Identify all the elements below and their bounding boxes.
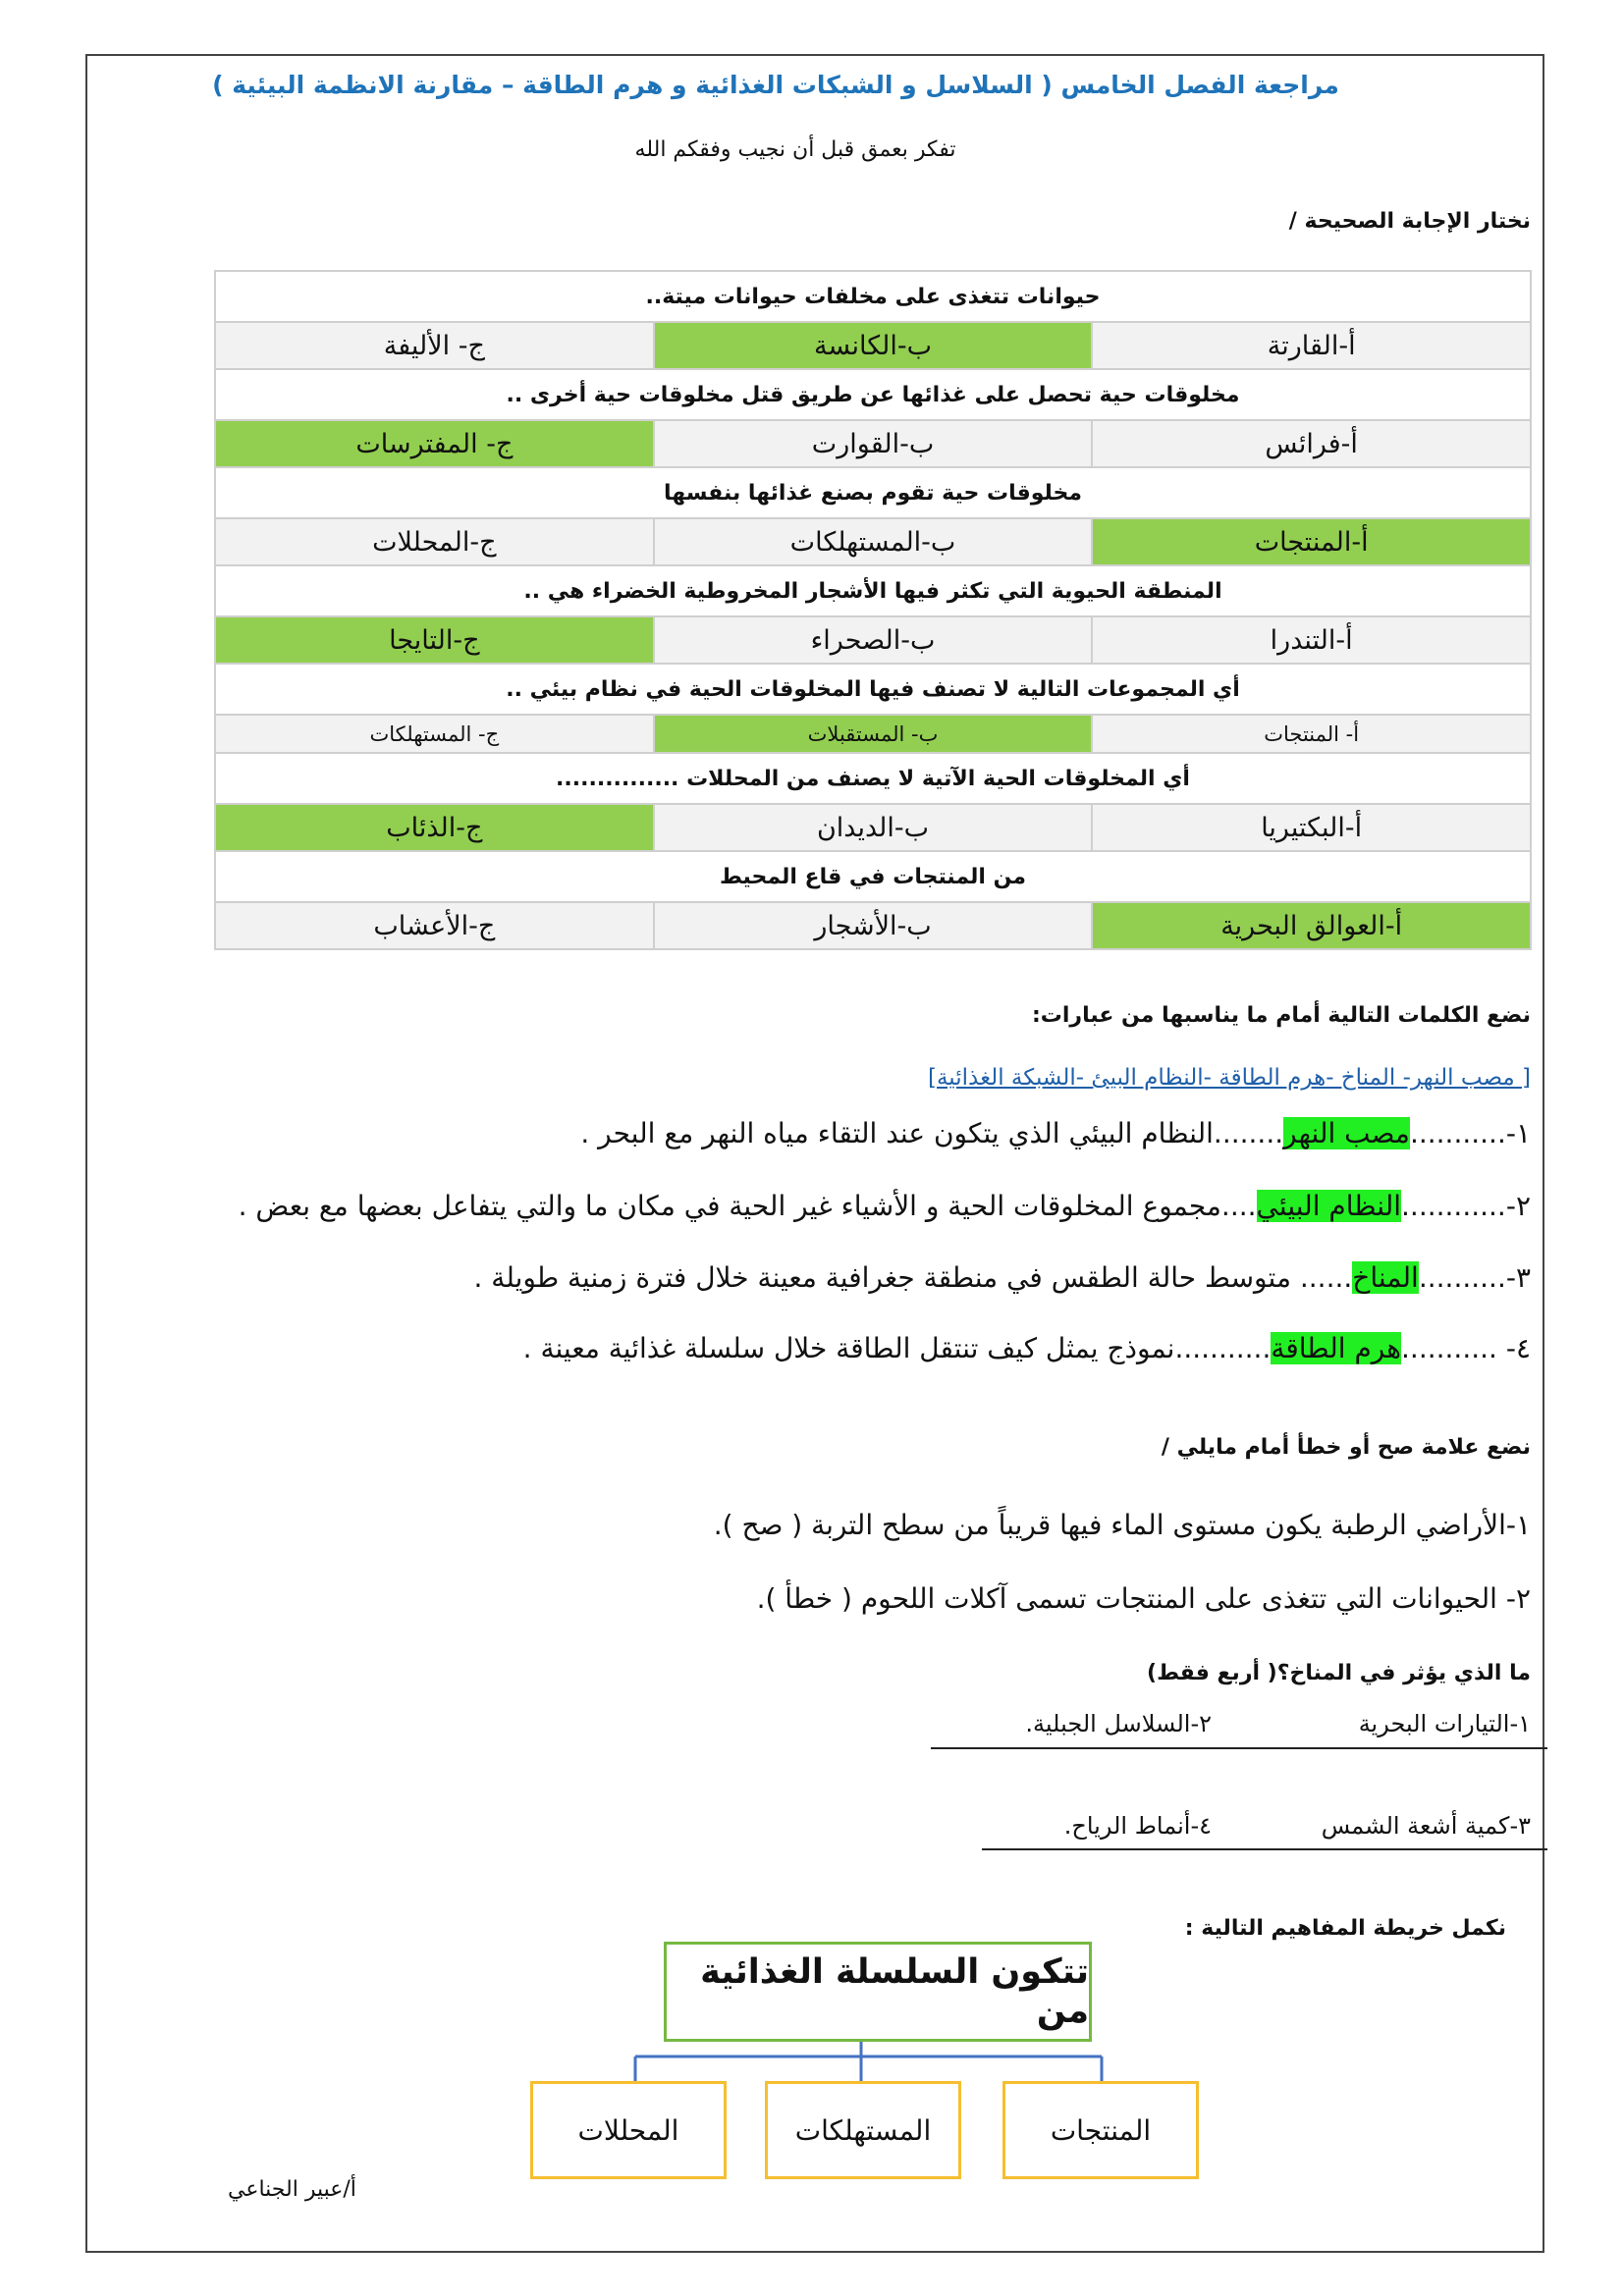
word-bank: [ مصب النهر- المناخ -هرم الطاقة -النظام البيئ -الشبكة الغذائية] (928, 1065, 1531, 1091)
section-conceptmap-heading: نكمل خريطة المفاهيم التالية : (1184, 1916, 1506, 1941)
option-b[interactable]: ب-الديدان (654, 804, 1093, 851)
option-c[interactable]: ج- المستهلكات (215, 715, 654, 753)
section-climate-heading: ما الذي يؤثر في المناخ؟( أربع فقط) (1147, 1661, 1531, 1685)
question-text: من المنتجات في قاع المحيط (215, 851, 1531, 902)
option-b[interactable]: ب-المستهلكات (654, 518, 1093, 565)
author-signature: أ/عبير الجناعي (228, 2177, 356, 2202)
option-a[interactable]: أ- المنتجات (1092, 715, 1531, 753)
section-matching-heading: نضع الكلمات التالية أمام ما يناسبها من عبارات: (1031, 1003, 1531, 1028)
climate-item-3: ٣-كمية أشعة الشمس (1321, 1812, 1531, 1840)
option-a[interactable]: أ-فرائس (1092, 420, 1531, 467)
option-c-correct[interactable]: ج-التايجا (215, 616, 654, 664)
page-subtitle: تفكر بعمق قبل أن نجيب وفقكم الله (634, 137, 956, 162)
option-b[interactable]: ب-الأشجار (654, 902, 1093, 949)
climate-item-2: ٢-السلاسل الجبلية. (1025, 1710, 1212, 1737)
question-text: حيوانات تتغذى على مخلفات حيوانات ميتة.. (215, 271, 1531, 322)
truefalse-item-1: ١-الأراضي الرطبة يكون مستوى الماء فيها قريباً من سطح التربة ( صح ). (713, 1509, 1531, 1541)
matching-number: ٣-.......... (1418, 1261, 1531, 1294)
concept-node-consumers (765, 2081, 961, 2179)
matching-number: ١-........... (1409, 1117, 1531, 1149)
option-c-correct[interactable]: ج- المفترسات (215, 420, 654, 467)
concept-root-label: تتكون السلسلة الغذائية من (700, 1952, 1089, 2031)
question-text: مخلوقات حية تحصل على غذائها عن طريق قتل مخلوقات حية أخرى .. (215, 369, 1531, 420)
concept-node-decomposers (530, 2081, 727, 2179)
truefalse-item-2: ٢- الحيوانات التي تتغذى على المنتجات تسمى آكلات اللحوم ( خطأ ). (756, 1582, 1531, 1615)
option-b-correct[interactable]: ب-الكانسة (654, 322, 1093, 369)
option-a[interactable]: أ-التندرا (1092, 616, 1531, 664)
matching-answer: المناخ (1352, 1261, 1419, 1294)
option-a-correct[interactable]: أ-المنتجات (1092, 518, 1531, 565)
option-b[interactable]: ب-القوارت (654, 420, 1093, 467)
matching-statement: ...........نموذج يمثل كيف تنتقل الطاقة خلال سلسلة غذائية معينة . (522, 1332, 1272, 1364)
matching-number: ٤- ........... (1401, 1332, 1531, 1364)
concept-node-label: المحللات (577, 2113, 679, 2147)
section-truefalse-heading: نضع علامة صح أو خطأ أمام مايلي / (1161, 1435, 1531, 1460)
concept-node-label: المستهلكات (794, 2113, 932, 2147)
climate-item-1: ١-التيارات البحرية (1358, 1710, 1531, 1737)
section-mcq-heading: نختار الإجابة الصحيحة / (1288, 209, 1531, 234)
matching-answer: هرم الطاقة (1271, 1332, 1402, 1364)
option-c[interactable]: ج- الأليفة (215, 322, 654, 369)
option-a[interactable]: أ-البكتيريا (1092, 804, 1531, 851)
concept-node-label: المنتجات (1050, 2113, 1152, 2147)
concept-node-producers (1002, 2081, 1199, 2179)
page-title: مراجعة الفصل الخامس ( السلاسل و الشبكات الغذائية و هرم الطاقة – مقارنة الانظمة البيئية ) (212, 71, 1339, 99)
question-text: مخلوقات حية تقوم بصنع غذائها بنفسها (215, 467, 1531, 518)
matching-number: ٢-............ (1401, 1190, 1531, 1222)
option-c[interactable]: ج-المحللات (215, 518, 654, 565)
option-c[interactable]: ج-الأعشاب (215, 902, 654, 949)
climate-item-4: ٤-أنماط الرياح. (1063, 1812, 1212, 1840)
matching-statement: ....مجموع المخلوقات الحية و الأشياء غير الحية في مكان ما والتي يتفاعل بعضها مع بعض . (238, 1190, 1257, 1222)
option-b[interactable]: ب-الصحراء (654, 616, 1093, 664)
option-a-correct[interactable]: أ-العوالق البحرية (1092, 902, 1531, 949)
option-a[interactable]: أ-القارتة (1092, 322, 1531, 369)
matching-statement: ........النظام البيئي الذي يتكون عند التقاء مياه النهر مع البحر . (580, 1117, 1284, 1149)
question-text: أي المخلوقات الحية الآتية لا يصنف من المحللات ............... (215, 753, 1531, 804)
option-c-correct[interactable]: ج-الذئاب (215, 804, 654, 851)
question-text: المنطقة الحيوية التي تكثر فيها الأشجار المخروطية الخضراء هي .. (215, 565, 1531, 616)
question-text: أي المجموعات التالية لا تصنف فيها المخلوقات الحية في نظام بيئي .. (215, 664, 1531, 715)
matching-answer: النظام البيئي (1256, 1190, 1402, 1222)
option-b-correct[interactable]: ب- المستقبلات (654, 715, 1093, 753)
matching-statement: ...... متوسط حالة الطقس في منطقة جغرافية معينة خلال فترة زمنية طويلة . (473, 1261, 1353, 1294)
matching-answer: مصب النهر (1283, 1117, 1410, 1149)
